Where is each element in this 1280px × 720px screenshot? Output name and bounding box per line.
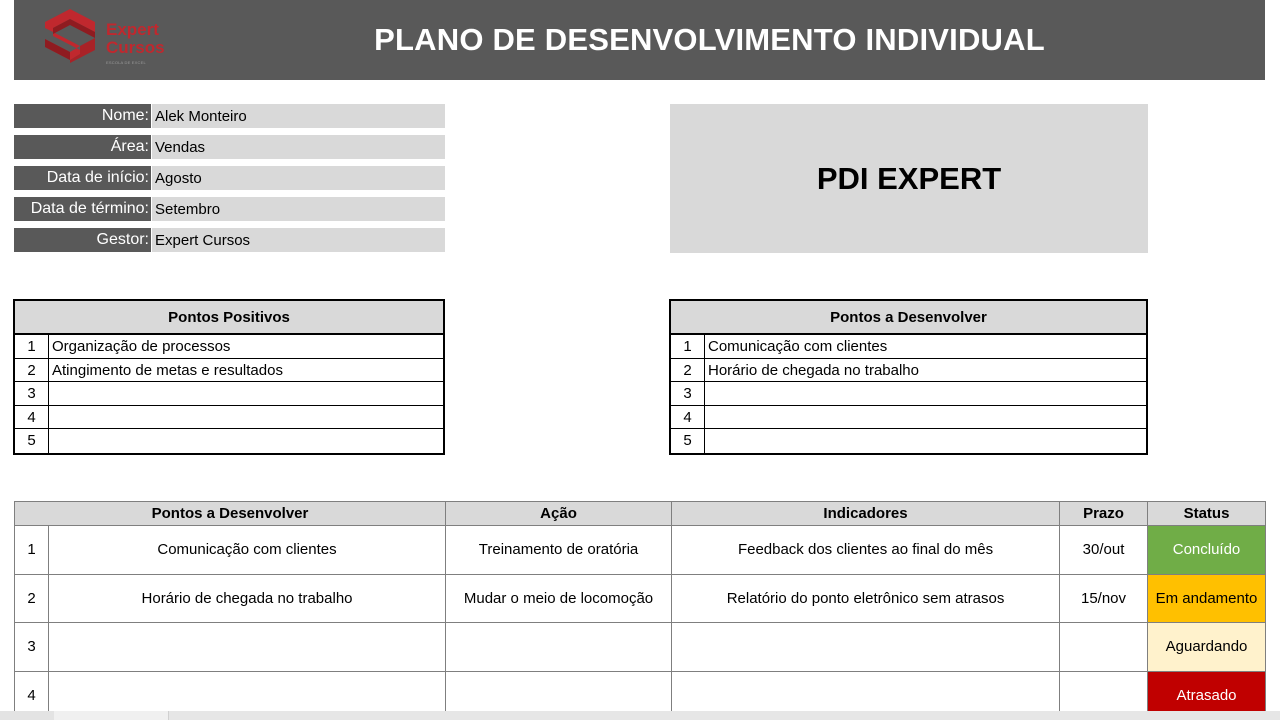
logo-text-line2: Cursos [106, 38, 165, 57]
row-number[interactable]: 3 [15, 382, 49, 405]
acao-cell[interactable] [446, 623, 672, 672]
list-item [671, 335, 1146, 359]
row-text-cell[interactable]: Atingimento de metas e resultados [52, 361, 283, 379]
info-value-cell[interactable]: Agosto [152, 166, 445, 190]
row-text-cell[interactable] [705, 429, 1146, 453]
row-text-cell[interactable]: Horário de chegada no trabalho [708, 361, 919, 379]
ponto-cell[interactable]: Horário de chegada no trabalho [49, 574, 446, 623]
pontos-desenvolver-table [669, 299, 1148, 455]
horizontal-scrollbar-thumb[interactable] [168, 711, 1280, 720]
sheet-tab-area[interactable] [0, 711, 54, 720]
status-badge[interactable]: Aguardando [1148, 623, 1266, 672]
prazo-cell[interactable] [1060, 623, 1148, 672]
list-item [15, 429, 443, 453]
ponto-cell[interactable]: Comunicação com clientes [49, 526, 446, 575]
row-number[interactable]: 4 [671, 406, 705, 429]
row-text-cell[interactable]: Organização de processos [52, 338, 231, 355]
info-label: Gestor: [14, 228, 151, 252]
header-status[interactable]: Status [1148, 502, 1266, 526]
pdi-expert-text: PDI EXPERT [816, 160, 1002, 196]
row-text-cell[interactable] [49, 382, 443, 405]
header-acao[interactable]: Ação [446, 502, 672, 526]
indicador-cell[interactable]: Feedback dos clientes ao final do mês [672, 526, 1060, 575]
page-title: PLANO DE DESENVOLVIMENTO INDIVIDUAL [374, 22, 1045, 57]
logo-text-line1: Expert [106, 20, 159, 39]
prazo-cell[interactable]: 15/nov [1060, 574, 1148, 623]
list-item [15, 335, 443, 359]
row-text-cell[interactable] [705, 406, 1146, 429]
row-number[interactable]: 5 [15, 429, 49, 453]
row-number[interactable]: 2 [671, 359, 705, 382]
table-header[interactable]: Pontos a Desenvolver [671, 301, 1146, 335]
row-number[interactable]: 2 [15, 359, 49, 382]
info-label: Data de término: [14, 197, 151, 221]
action-plan-table [14, 501, 1266, 720]
list-item [15, 359, 443, 383]
table-header[interactable]: Pontos Positivos [15, 301, 443, 335]
pontos-positivos-table [13, 299, 445, 455]
row-number[interactable]: 1 [15, 526, 49, 575]
indicador-cell[interactable]: Relatório do ponto eletrônico sem atrasos [672, 574, 1060, 623]
header-banner [14, 0, 1265, 80]
row-number[interactable]: 3 [15, 623, 49, 672]
status-badge[interactable]: Atrasado [1148, 671, 1266, 720]
header-indicadores[interactable]: Indicadores [672, 502, 1060, 526]
table-row [15, 526, 1266, 575]
prazo-cell[interactable]: 30/out [1060, 526, 1148, 575]
list-item [671, 359, 1146, 383]
logo-tagline: ESCOLA DE EXCEL [106, 60, 146, 65]
info-row-gestor [14, 228, 445, 252]
row-text-cell[interactable]: Comunicação com clientes [708, 338, 888, 355]
info-row-area [14, 135, 445, 159]
list-item [671, 406, 1146, 430]
row-text-cell[interactable] [49, 406, 443, 429]
row-number[interactable]: 1 [15, 335, 49, 358]
info-row-data-inicio [14, 166, 445, 190]
acao-cell[interactable]: Mudar o meio de locomoção [446, 574, 672, 623]
table-header-row [15, 502, 1266, 526]
info-value-cell[interactable]: Alek Monteiro [152, 104, 445, 128]
row-number[interactable]: 1 [671, 335, 705, 358]
row-number[interactable]: 5 [671, 429, 705, 453]
info-value-cell[interactable]: Setembro [152, 197, 445, 221]
acao-cell[interactable]: Treinamento de oratória [446, 526, 672, 575]
list-item [15, 406, 443, 430]
header-prazo[interactable]: Prazo [1060, 502, 1148, 526]
ponto-cell[interactable] [49, 623, 446, 672]
status-badge[interactable]: Concluído [1148, 526, 1266, 575]
table-row [15, 574, 1266, 623]
row-number[interactable]: 4 [15, 406, 49, 429]
indicador-cell[interactable] [672, 623, 1060, 672]
info-row-data-termino [14, 197, 445, 221]
list-item [671, 382, 1146, 406]
pdi-expert-box[interactable] [670, 104, 1148, 253]
list-item [15, 382, 443, 406]
info-row-nome [14, 104, 445, 128]
info-label: Data de início: [14, 166, 151, 190]
row-number[interactable]: 4 [15, 671, 49, 720]
row-number[interactable]: 2 [15, 574, 49, 623]
info-label: Área: [14, 135, 151, 159]
list-item [671, 429, 1146, 453]
info-label: Nome: [14, 104, 151, 128]
row-text-cell[interactable] [49, 429, 443, 453]
info-value-cell[interactable]: Expert Cursos [152, 228, 445, 252]
row-number[interactable]: 3 [671, 382, 705, 405]
status-badge[interactable]: Em andamento [1148, 574, 1266, 623]
info-value-cell[interactable]: Vendas [152, 135, 445, 159]
row-text-cell[interactable] [705, 382, 1146, 405]
header-pontos[interactable]: Pontos a Desenvolver [15, 502, 446, 526]
table-row [15, 623, 1266, 672]
